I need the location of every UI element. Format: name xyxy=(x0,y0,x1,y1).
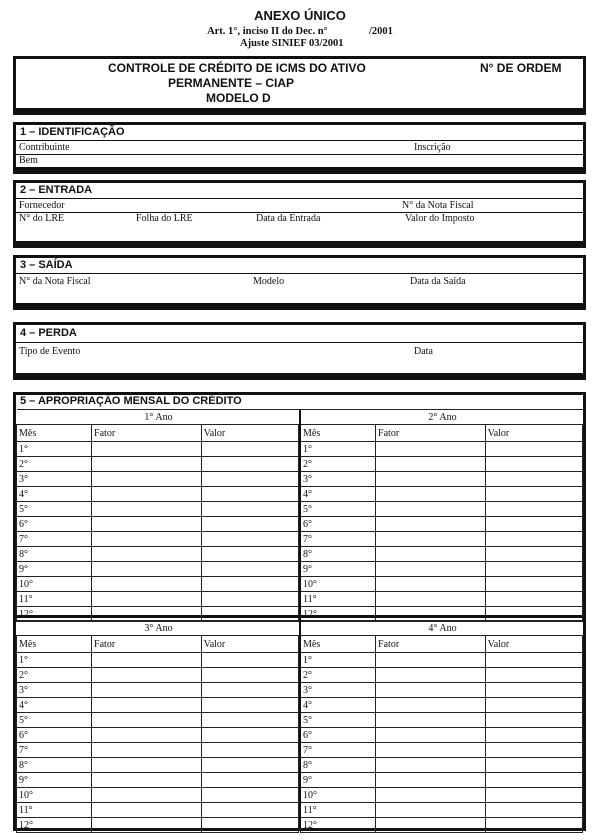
section-perda xyxy=(13,322,586,380)
table-row xyxy=(17,773,299,788)
column-header-mes: Mês xyxy=(301,636,376,653)
fator-cell[interactable] xyxy=(376,547,486,562)
year-4-table xyxy=(300,620,583,833)
year-2-table xyxy=(300,409,583,622)
column-header-valor: Valor xyxy=(201,636,298,653)
table-row xyxy=(17,653,299,668)
valor-cell[interactable] xyxy=(201,668,298,683)
table-row xyxy=(301,532,583,547)
fornecedor-field[interactable]: Fornecedor xyxy=(19,200,65,211)
table-row xyxy=(301,457,583,472)
fator-cell[interactable] xyxy=(92,547,202,562)
table-row xyxy=(301,472,583,487)
ajuste-reference: Ajuste SINIEF 03/2001 xyxy=(240,38,344,49)
fator-cell[interactable] xyxy=(92,457,202,472)
form-title-line1: CONTROLE DE CRÉDITO DE ICMS DO ATIVO xyxy=(108,61,366,75)
column-header-mes: Mês xyxy=(17,636,92,653)
month-label: 2° xyxy=(301,457,376,472)
month-label: 6° xyxy=(301,517,376,532)
column-header-mes: Mês xyxy=(301,425,376,442)
lre-field[interactable]: N° do LRE xyxy=(19,213,65,224)
fator-cell[interactable] xyxy=(92,683,202,698)
valor-cell[interactable] xyxy=(201,803,298,818)
month-label: 1° xyxy=(301,653,376,668)
year-1-table xyxy=(16,409,299,622)
fator-cell[interactable] xyxy=(92,487,202,502)
month-label: 9° xyxy=(17,562,92,577)
valor-cell[interactable] xyxy=(485,502,582,517)
fator-cell[interactable] xyxy=(376,683,486,698)
data-perda-field[interactable]: Data xyxy=(414,346,433,357)
table-row xyxy=(17,577,299,592)
fator-cell[interactable] xyxy=(376,517,486,532)
fator-cell[interactable] xyxy=(92,517,202,532)
month-label: 1° xyxy=(17,653,92,668)
fator-cell[interactable] xyxy=(92,803,202,818)
valor-cell[interactable] xyxy=(201,743,298,758)
month-label: 6° xyxy=(17,517,92,532)
valor-cell[interactable] xyxy=(201,698,298,713)
table-row xyxy=(17,743,299,758)
fator-cell[interactable] xyxy=(92,442,202,457)
valor-cell[interactable] xyxy=(485,562,582,577)
valor-cell[interactable] xyxy=(485,442,582,457)
column-header-fator: Fator xyxy=(92,425,202,442)
valor-cell[interactable] xyxy=(201,532,298,547)
year-3-label: 3° Ano xyxy=(17,621,299,636)
month-label: 1° xyxy=(301,442,376,457)
form-title-line3: MODELO D xyxy=(206,91,271,105)
form-title-box xyxy=(13,56,586,115)
fator-cell[interactable] xyxy=(376,653,486,668)
month-label: 6° xyxy=(17,728,92,743)
fator-cell[interactable] xyxy=(92,713,202,728)
valor-cell[interactable] xyxy=(485,487,582,502)
month-label: 10° xyxy=(17,577,92,592)
month-label: 6° xyxy=(301,728,376,743)
fator-cell[interactable] xyxy=(92,728,202,743)
section-3-title: 3 – SAÍDA xyxy=(20,259,73,271)
valor-cell[interactable] xyxy=(201,562,298,577)
month-label: 7° xyxy=(301,743,376,758)
fator-cell[interactable] xyxy=(376,743,486,758)
fator-cell[interactable] xyxy=(376,502,486,517)
fator-cell[interactable] xyxy=(92,743,202,758)
table-row xyxy=(301,502,583,517)
valor-cell[interactable] xyxy=(201,547,298,562)
valor-cell[interactable] xyxy=(485,547,582,562)
valor-cell[interactable] xyxy=(485,788,582,803)
month-label: 5° xyxy=(301,713,376,728)
column-header-fator: Fator xyxy=(92,636,202,653)
table-row xyxy=(301,577,583,592)
fator-cell[interactable] xyxy=(92,818,202,833)
tipo-evento-field[interactable]: Tipo de Evento xyxy=(19,346,81,357)
fator-cell[interactable] xyxy=(376,442,486,457)
order-number-label: N° DE ORDEM xyxy=(480,61,562,75)
table-row xyxy=(17,713,299,728)
table-row xyxy=(17,457,299,472)
table-row xyxy=(17,562,299,577)
table-row xyxy=(301,818,583,833)
valor-cell[interactable] xyxy=(485,653,582,668)
month-label: 9° xyxy=(301,773,376,788)
column-header-mes: Mês xyxy=(17,425,92,442)
fator-cell[interactable] xyxy=(376,562,486,577)
section-entrada xyxy=(13,180,586,248)
fator-cell[interactable] xyxy=(376,668,486,683)
valor-cell[interactable] xyxy=(485,803,582,818)
valor-cell[interactable] xyxy=(485,713,582,728)
month-label: 3° xyxy=(301,472,376,487)
table-row xyxy=(17,487,299,502)
fator-cell[interactable] xyxy=(376,532,486,547)
month-label: 4° xyxy=(301,487,376,502)
fator-cell[interactable] xyxy=(92,773,202,788)
table-row xyxy=(17,547,299,562)
section-1-title: 1 – IDENTIFICAÇÃO xyxy=(20,126,125,138)
month-label: 9° xyxy=(301,562,376,577)
month-label: 7° xyxy=(17,532,92,547)
month-label: 12° xyxy=(17,607,92,622)
valor-cell[interactable] xyxy=(201,683,298,698)
month-label: 11° xyxy=(17,592,92,607)
month-label: 7° xyxy=(17,743,92,758)
table-row xyxy=(301,562,583,577)
column-header-fator: Fator xyxy=(376,425,486,442)
column-divider xyxy=(299,409,301,828)
month-label: 8° xyxy=(301,547,376,562)
valor-cell[interactable] xyxy=(201,788,298,803)
section-apropriacao xyxy=(13,392,586,831)
valor-cell[interactable] xyxy=(485,532,582,547)
valor-cell[interactable] xyxy=(201,728,298,743)
table-row xyxy=(17,472,299,487)
valor-cell[interactable] xyxy=(485,683,582,698)
fator-cell[interactable] xyxy=(376,592,486,607)
table-row xyxy=(17,728,299,743)
fator-cell[interactable] xyxy=(376,788,486,803)
valor-cell[interactable] xyxy=(485,457,582,472)
month-label: 3° xyxy=(17,472,92,487)
month-label: 2° xyxy=(17,457,92,472)
nota-fiscal-entrada-field[interactable]: N° da Nota Fiscal xyxy=(402,200,474,211)
decree-reference-left: Art. 1°, inciso II do Dec. n° xyxy=(207,26,328,37)
table-row xyxy=(301,683,583,698)
table-row xyxy=(17,683,299,698)
contribuinte-field[interactable]: Contribuinte xyxy=(19,142,70,153)
table-row xyxy=(301,442,583,457)
fator-cell[interactable] xyxy=(92,698,202,713)
month-label: 8° xyxy=(301,758,376,773)
month-label: 5° xyxy=(17,713,92,728)
table-row xyxy=(17,818,299,833)
table-row xyxy=(17,803,299,818)
valor-imposto-field[interactable]: Valor do Imposto xyxy=(405,213,475,224)
table-row xyxy=(17,788,299,803)
fator-cell[interactable] xyxy=(92,562,202,577)
valor-cell[interactable] xyxy=(201,713,298,728)
month-label: 7° xyxy=(301,532,376,547)
month-label: 3° xyxy=(17,683,92,698)
month-label: 5° xyxy=(301,502,376,517)
valor-cell[interactable] xyxy=(485,668,582,683)
table-row xyxy=(301,758,583,773)
table-row xyxy=(301,773,583,788)
year-2-label: 2° Ano xyxy=(301,410,583,425)
modelo-field[interactable]: Modelo xyxy=(253,276,285,287)
valor-cell[interactable] xyxy=(201,577,298,592)
fator-cell[interactable] xyxy=(92,653,202,668)
fator-cell[interactable] xyxy=(376,803,486,818)
valor-cell[interactable] xyxy=(485,517,582,532)
table-row xyxy=(301,668,583,683)
section-4-title: 4 – PERDA xyxy=(20,327,77,339)
table-row xyxy=(17,532,299,547)
decree-reference-right: /2001 xyxy=(369,26,393,37)
fator-cell[interactable] xyxy=(376,487,486,502)
month-label: 9° xyxy=(17,773,92,788)
valor-cell[interactable] xyxy=(201,818,298,833)
table-row xyxy=(17,442,299,457)
month-label: 2° xyxy=(301,668,376,683)
column-header-fator: Fator xyxy=(376,636,486,653)
valor-cell[interactable] xyxy=(201,487,298,502)
valor-cell[interactable] xyxy=(485,728,582,743)
section-5-title: 5 – APROPRIAÇÃO MENSAL DO CRÉDITO xyxy=(20,395,242,407)
decree-reference xyxy=(0,26,600,37)
inscricao-field[interactable]: Inscrição xyxy=(414,142,451,153)
valor-cell[interactable] xyxy=(201,653,298,668)
month-label: 8° xyxy=(17,758,92,773)
valor-cell[interactable] xyxy=(201,773,298,788)
data-saida-field[interactable]: Data da Saída xyxy=(410,276,466,287)
column-header-valor: Valor xyxy=(485,425,582,442)
month-label: 11° xyxy=(17,803,92,818)
fator-cell[interactable] xyxy=(376,457,486,472)
table-row xyxy=(301,803,583,818)
month-label: 10° xyxy=(301,788,376,803)
month-label: 3° xyxy=(301,683,376,698)
section-saida xyxy=(13,255,586,310)
month-label: 11° xyxy=(301,592,376,607)
table-row xyxy=(301,728,583,743)
table-row xyxy=(301,517,583,532)
valor-cell[interactable] xyxy=(485,773,582,788)
fator-cell[interactable] xyxy=(92,532,202,547)
year-3-table xyxy=(16,620,299,833)
fator-cell[interactable] xyxy=(376,577,486,592)
fator-cell[interactable] xyxy=(92,758,202,773)
year-1-label: 1° Ano xyxy=(17,410,299,425)
year-4-label: 4° Ano xyxy=(301,621,583,636)
month-label: 1° xyxy=(17,442,92,457)
fator-cell[interactable] xyxy=(92,577,202,592)
folha-lre-field[interactable]: Folha do LRE xyxy=(136,213,193,224)
table-row xyxy=(17,758,299,773)
valor-cell[interactable] xyxy=(201,592,298,607)
valor-cell[interactable] xyxy=(485,758,582,773)
table-row xyxy=(17,592,299,607)
fator-cell[interactable] xyxy=(376,758,486,773)
table-row xyxy=(301,592,583,607)
month-label: 4° xyxy=(17,487,92,502)
fator-cell[interactable] xyxy=(92,788,202,803)
table-row xyxy=(17,502,299,517)
annex-title: ANEXO ÚNICO xyxy=(254,8,346,23)
table-row xyxy=(17,517,299,532)
month-label: 10° xyxy=(17,788,92,803)
table-row xyxy=(301,743,583,758)
valor-cell[interactable] xyxy=(485,577,582,592)
table-row xyxy=(301,698,583,713)
valor-cell[interactable] xyxy=(201,758,298,773)
data-entrada-field[interactable]: Data da Entrada xyxy=(256,213,321,224)
column-header-valor: Valor xyxy=(201,425,298,442)
valor-cell[interactable] xyxy=(201,517,298,532)
valor-cell[interactable] xyxy=(201,442,298,457)
valor-cell[interactable] xyxy=(201,502,298,517)
table-row xyxy=(301,547,583,562)
valor-cell[interactable] xyxy=(485,472,582,487)
valor-cell[interactable] xyxy=(485,743,582,758)
valor-cell[interactable] xyxy=(201,472,298,487)
valor-cell[interactable] xyxy=(485,592,582,607)
bem-field[interactable]: Bem xyxy=(19,155,38,166)
table-row xyxy=(17,698,299,713)
form-title-line2: PERMANENTE – CIAP xyxy=(168,76,295,90)
valor-cell[interactable] xyxy=(485,818,582,833)
table-row xyxy=(301,653,583,668)
valor-cell[interactable] xyxy=(201,457,298,472)
month-label: 4° xyxy=(17,698,92,713)
month-label: 12° xyxy=(17,818,92,833)
fator-cell[interactable] xyxy=(92,502,202,517)
fator-cell[interactable] xyxy=(376,818,486,833)
table-row xyxy=(301,788,583,803)
valor-cell[interactable] xyxy=(485,698,582,713)
fator-cell[interactable] xyxy=(376,472,486,487)
table-row xyxy=(17,668,299,683)
nota-fiscal-saida-field[interactable]: N° da Nota Fiscal xyxy=(19,276,91,287)
month-label: 2° xyxy=(17,668,92,683)
section-identificacao xyxy=(13,122,586,174)
month-label: 12° xyxy=(301,607,376,622)
month-label: 5° xyxy=(17,502,92,517)
fator-cell[interactable] xyxy=(92,592,202,607)
fator-cell[interactable] xyxy=(376,728,486,743)
month-label: 10° xyxy=(301,577,376,592)
fator-cell[interactable] xyxy=(376,713,486,728)
month-label: 11° xyxy=(301,803,376,818)
fator-cell[interactable] xyxy=(92,668,202,683)
section-2-title: 2 – ENTRADA xyxy=(20,184,93,196)
month-label: 4° xyxy=(301,698,376,713)
fator-cell[interactable] xyxy=(376,773,486,788)
month-label: 8° xyxy=(17,547,92,562)
table-row xyxy=(301,487,583,502)
fator-cell[interactable] xyxy=(92,472,202,487)
month-label: 12° xyxy=(301,818,376,833)
fator-cell[interactable] xyxy=(376,698,486,713)
column-header-valor: Valor xyxy=(485,636,582,653)
table-row xyxy=(301,713,583,728)
